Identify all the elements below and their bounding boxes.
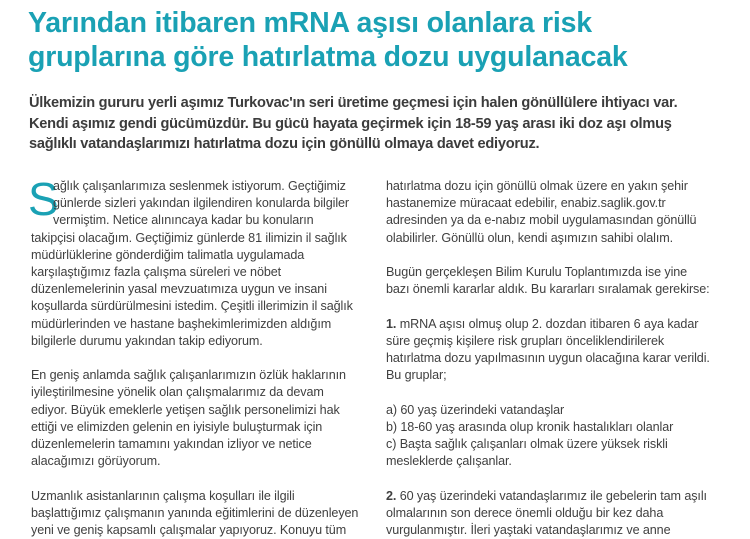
text-line: karşılaştığımız fazla çalışma süreleri ve nöbet bbox=[31, 265, 282, 280]
risk-groups-list bbox=[386, 402, 726, 471]
paragraph bbox=[31, 178, 361, 350]
headline-line-1: Yarından itibaren mRNA aşısı olanlara risk bbox=[28, 7, 592, 39]
text-line: Bu gruplar; bbox=[386, 368, 447, 383]
lead-line: Kendi aşımız gendi gücümüzdür. Bu gücü hayata geçirmek için 18-59 yaş arası iki doz aşı olmuş bbox=[29, 115, 672, 132]
list-item: c) Başta sağlık çalışanları olmak üzere yüksek riskli bbox=[386, 437, 668, 451]
text-line: müdürlerinden ve hastane başhekimlerimizden aldığım bbox=[31, 316, 332, 331]
decision-item-2 bbox=[386, 488, 726, 539]
text-line: olmalarının son derece önemli olduğu bir kez daha bbox=[386, 505, 664, 520]
text-line: vermiştim. Netice alınıncaya kadar bu konuların bbox=[53, 213, 314, 228]
text-line: vurgulanmıştır. İleri yaştaki vatandaşlarımız ve anne bbox=[386, 523, 671, 537]
headline-line-2: gruplarına göre hatırlatma dozu uygulanacak bbox=[28, 41, 628, 73]
item-number: 2. bbox=[386, 488, 397, 503]
text-line: başlattığımız çalışmanın yanında eğitimlerini de düzenleyen bbox=[31, 505, 359, 520]
drop-cap: S bbox=[28, 173, 59, 225]
text-line: süre geçmiş kişilere risk grupları önceliklendirilerek bbox=[386, 333, 665, 348]
decision-item-1 bbox=[386, 316, 726, 385]
text-line: koşullarda sürdürülmesini istedim. Çeşitli illerimizin il sağlık bbox=[31, 299, 353, 314]
text-line: takipçisi olacağım. Geçtiğimiz günlerde 81 ilimizin il sağlık bbox=[31, 230, 347, 245]
text-line: adresinden ya da e-nabız mobil uygulamasından gönüllü bbox=[386, 213, 697, 228]
lead-line: Ülkemizin gururu yerli aşımız Turkovac'ın seri üretime geçmesi için halen gönüllülere ihtiyacı var. bbox=[29, 95, 678, 111]
text-line bbox=[386, 316, 726, 333]
text-line: hastanemize müracaat edebilir, enabiz.saglik.gov.tr bbox=[386, 196, 666, 211]
text-line: iyileştirilmesine yönelik olan çalışmalarımız da devam bbox=[31, 385, 324, 400]
list-item: mesleklerde çalışanlar. bbox=[386, 454, 512, 469]
paragraph bbox=[386, 264, 726, 298]
text-line: müdürlüklerine gönderdiğim talimatla uygulamada bbox=[31, 247, 305, 262]
text-line: günlerde sizleri yakından ilgilendiren konularda bilgiler bbox=[53, 196, 350, 211]
text-line: hatırlatma dozu yapılmasının uygun olacağına karar verildi. bbox=[386, 351, 710, 365]
text-line: Bugün gerçekleşen Bilim Kurulu Toplantımızda ise yine bbox=[386, 265, 688, 279]
item-number: 1. bbox=[386, 316, 397, 331]
text-line: hatırlatma dozu için gönüllü olmak üzere en yakın şehir bbox=[386, 179, 688, 193]
text-line bbox=[386, 488, 726, 505]
list-item: b) 18-60 yaş arasında olup kronik hastalıkları olanlar bbox=[386, 419, 674, 434]
list-item: a) 60 yaş üzerindeki vatandaşlar bbox=[386, 402, 565, 417]
text-line: olabilirler. Gönüllü olun, kendi aşımızın sahibi olalım. bbox=[386, 230, 674, 245]
text-line: ediyor. Büyük emeklerle yetişen sağlık personelimizi hak bbox=[31, 402, 340, 417]
text-line: ettiği ve elimizden gelenin en iyisiyle buluşturmak için bbox=[31, 419, 323, 434]
paragraph bbox=[31, 488, 361, 539]
text-line: En geniş anlamda sağlık çalışanlarımızın özlük haklarının bbox=[31, 368, 346, 383]
text-line: bilgilerle durumu yakından takip ediyorum. bbox=[31, 333, 263, 348]
paragraph bbox=[386, 178, 726, 247]
item-text: mRNA aşısı olmuş olup 2. dozdan itibaren 6 aya kadar bbox=[396, 316, 699, 331]
item-text: 60 yaş üzerindeki vatandaşlarımız ile gebelerin tam aşılı bbox=[396, 488, 707, 503]
lead-line: sağlıklı vatandaşlarımızı hatırlatma dozu için gönüllü olmaya davet ediyoruz. bbox=[29, 136, 540, 152]
text-line: Uzmanlık asistanlarının çalışma koşulları ile ilgili bbox=[31, 488, 295, 503]
text-line: bazı önemli kararlar aldık. Bu kararları sıralamak gerekirse: bbox=[386, 282, 710, 297]
text-line: ağlık çalışanlarımıza seslenmek istiyorum. Geçtiğimiz bbox=[53, 179, 346, 193]
lead-paragraph bbox=[29, 93, 741, 155]
right-column bbox=[386, 178, 726, 539]
paragraph bbox=[31, 367, 361, 470]
text-line: düzenlemelerinin yasal mevzuatımıza uygun ve insani bbox=[31, 282, 327, 297]
text-line: yeni ve geniş kapsamlı çalışmalar yapıyoruz. Konuyu tüm bbox=[31, 523, 347, 538]
left-column bbox=[31, 178, 361, 539]
text-line: düzenlemelerin tamamını yakından izliyor ve netice bbox=[31, 437, 312, 452]
article-headline bbox=[28, 6, 738, 74]
text-line: alacağımızı görüyorum. bbox=[31, 454, 161, 469]
